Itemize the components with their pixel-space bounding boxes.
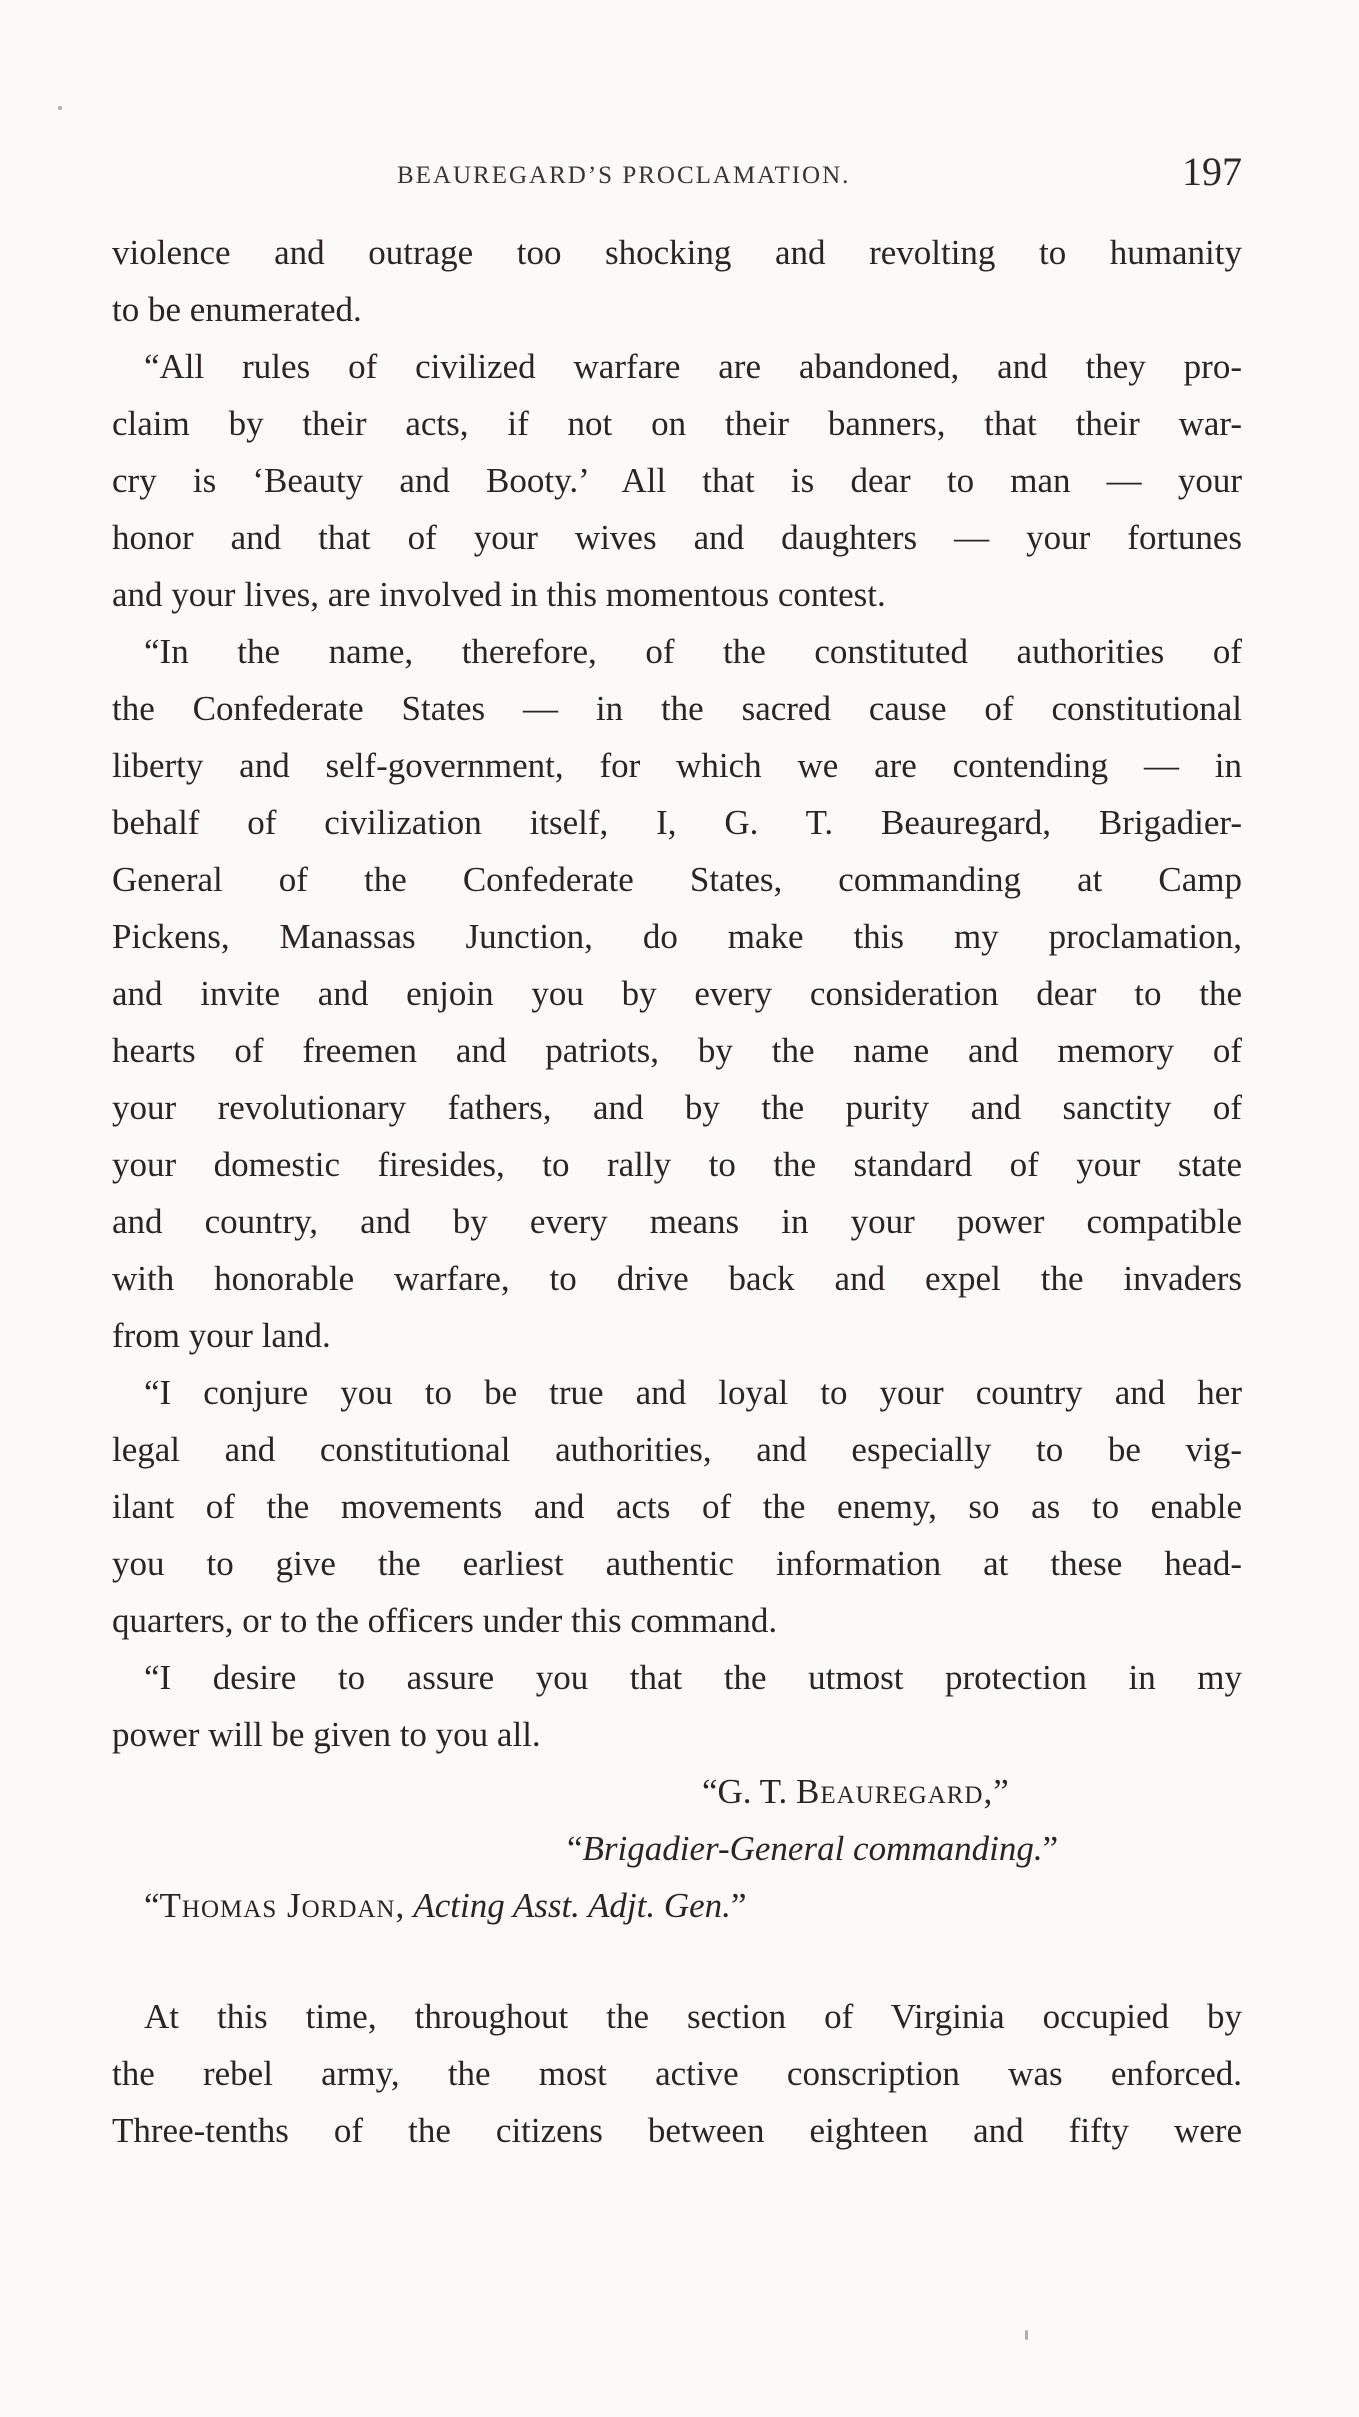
text-line: power will be given to you all.	[112, 1715, 541, 1754]
signature-close-quote: ”	[730, 1886, 747, 1925]
text-line: Three-tenths of the citizens between eighteen and fifty were	[112, 2111, 1242, 2150]
text-line: violence and outrage too shocking and revolting to humanity	[112, 233, 1242, 272]
text-line: Pickens, Manassas Junction, do make this my proclamation,	[112, 917, 1242, 956]
text-line: cry is ‘Beauty and Booty.’ All that is dear to man — your	[112, 461, 1242, 500]
page-header	[112, 140, 1242, 200]
body-text	[112, 224, 1242, 2159]
text-line: “I conjure you to be true and loyal to your country and her	[144, 1373, 1242, 1412]
text-line: “I desire to assure you that the utmost protection in my	[144, 1658, 1242, 1697]
signature-open-quote: “	[144, 1886, 160, 1925]
text-line: “All rules of civilized warfare are abandoned, and they pro-	[144, 347, 1242, 386]
text-line: liberty and self-government, for which we are contending — in	[112, 746, 1242, 785]
signature-close-quote: ”	[1042, 1829, 1059, 1868]
text-line: At this time, throughout the section of Virginia occupied by	[144, 1997, 1242, 2036]
text-line: your domestic firesides, to rally to the standard of your state	[112, 1145, 1242, 1184]
text-line: to be enumerated.	[112, 290, 362, 329]
text-line: quarters, or to the officers under this command.	[112, 1601, 778, 1640]
text-line: your revolutionary fathers, and by the purity and sanctity of	[112, 1088, 1242, 1127]
text-line: General of the Confederate States, commanding at Camp	[112, 860, 1242, 899]
signature-name: Beauregard,	[795, 1772, 994, 1811]
text-line: with honorable warfare, to drive back and expel the invaders	[112, 1259, 1242, 1298]
text-line: honor and that of your wives and daughters — your fortunes	[112, 518, 1242, 557]
text-line: and invite and enjoin you by every consideration dear to the	[112, 974, 1242, 1013]
page-number: 197	[1182, 149, 1242, 194]
paper-speck	[58, 106, 62, 110]
adjutant-name: Thomas Jordan,	[159, 1886, 406, 1925]
text-line: hearts of freemen and patriots, by the name and memory of	[112, 1031, 1242, 1070]
text-line: “In the name, therefore, of the constituted authorities of	[144, 632, 1242, 671]
text-line: from your land.	[112, 1316, 331, 1355]
signature-open-quote: “G. T.	[702, 1772, 796, 1811]
text-line: ilant of the movements and acts of the enemy, so as to enable	[112, 1487, 1242, 1526]
text-line: claim by their acts, if not on their banners, that their war-	[112, 404, 1242, 443]
text-line: behalf of civilization itself, I, G. T. Beauregard, Brigadier-	[112, 803, 1242, 842]
signature-title: Brigadier-General commanding.	[582, 1829, 1043, 1868]
signature-name-line	[112, 1763, 1242, 1820]
text-line: you to give the earliest authentic information at these head-	[112, 1544, 1242, 1583]
signature-title-line	[112, 1820, 1242, 1877]
signature-open-quote: “	[567, 1829, 583, 1868]
text-line: legal and constitutional authorities, and especially to be vig-	[112, 1430, 1242, 1469]
paper-speck	[1025, 2330, 1028, 2340]
signature-close-quote: ”	[993, 1772, 1009, 1811]
text-line: and country, and by every means in your power compatible	[112, 1202, 1242, 1241]
running-head: BEAUREGARD’S PROCLAMATION.	[397, 162, 851, 189]
adjutant-signature-line	[112, 1877, 1242, 1934]
text-line: and your lives, are involved in this momentous contest.	[112, 575, 886, 614]
paragraph-gap	[112, 1934, 1242, 1988]
text-line: the rebel army, the most active conscription was enforced.	[112, 2054, 1242, 2093]
adjutant-title: Acting Asst. Adjt. Gen.	[405, 1886, 731, 1925]
text-line: the Confederate States — in the sacred cause of constitutional	[112, 689, 1242, 728]
